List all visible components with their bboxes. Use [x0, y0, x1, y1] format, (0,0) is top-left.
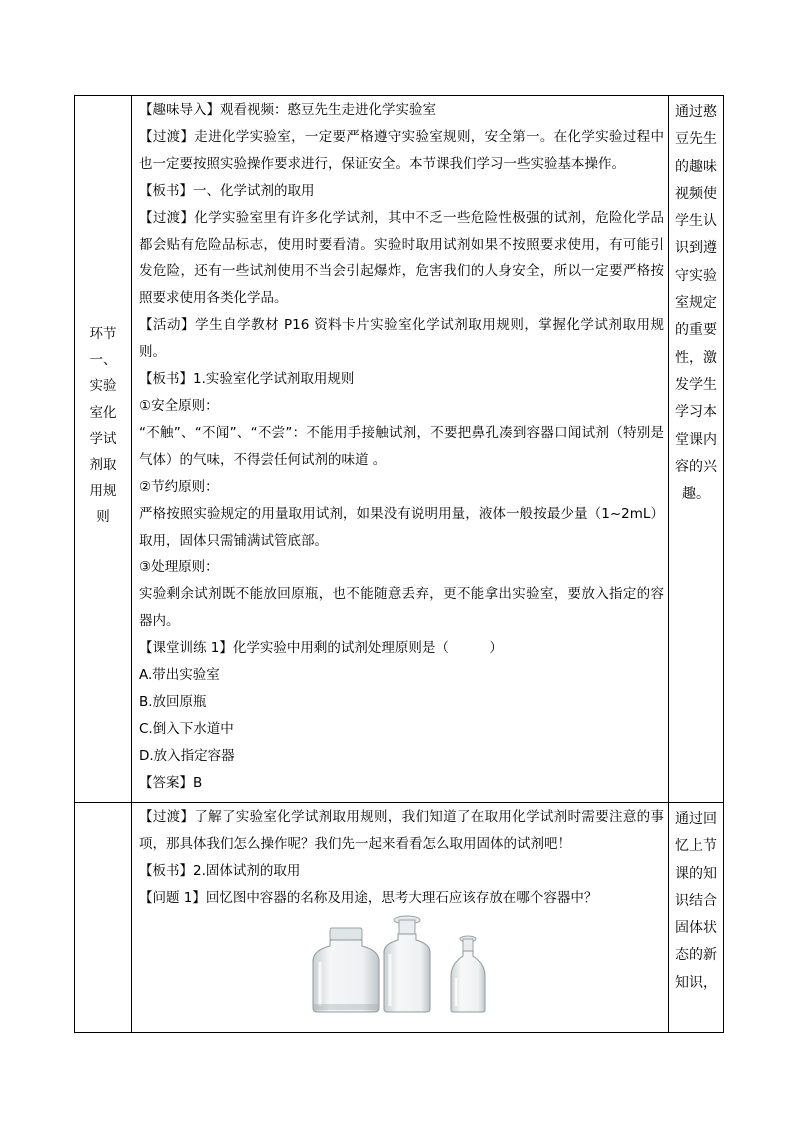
intent-line: 的重要 — [675, 322, 717, 339]
intent-line: 视频使 — [675, 185, 717, 202]
design-intent-cell — [669, 803, 724, 1033]
intent-line: 豆先生 — [675, 131, 717, 148]
intent-line: 学习本 — [675, 404, 717, 421]
intent-line: 容的兴 — [675, 458, 717, 475]
paragraph: ②节约原则： — [139, 478, 219, 495]
intent-line: 性，激 — [675, 349, 717, 366]
design-intent-cell — [669, 96, 724, 803]
paragraph: 【板书】一、化学试剂的取用 — [139, 182, 315, 199]
paragraph: 【趣味导入】观看视频：憨豆先生走进化学实验室 — [139, 102, 436, 118]
intent-line: 守实验 — [675, 267, 717, 284]
stage-line: 剂取 — [89, 457, 117, 474]
intent-line: 堂课内 — [675, 431, 717, 448]
stage-line: 一、 — [89, 352, 117, 369]
paragraph: B.放回原瓶 — [139, 693, 207, 710]
intent-line: 通过憨 — [675, 104, 717, 120]
paragraph: 【问题 1】回忆图中容器的名称及用途，思考大理石应该存放在哪个容器中？ — [139, 889, 598, 906]
intent-line: 学生认 — [675, 213, 717, 230]
teaching-content-cell — [132, 803, 669, 1033]
stage-title — [75, 96, 131, 531]
stage-cell — [75, 96, 132, 803]
table-row — [75, 803, 724, 1033]
stage-line: 实验 — [89, 378, 117, 395]
intent-line: 室规定 — [675, 295, 717, 312]
paragraph: 实验剩余试剂既不能放回原瓶，也不能随意丢弃，更不能拿出实验室，要放入指定的容器内。 — [139, 586, 664, 630]
wide-mouth-bottle-icon — [310, 926, 382, 1014]
paragraph: ①安全原则： — [139, 397, 219, 414]
paragraph: ③处理原则： — [139, 559, 219, 576]
paragraph: 【板书】2.固体试剂的取用 — [139, 862, 301, 879]
stage-line: 则 — [96, 509, 110, 526]
intent-line: 识到遵 — [675, 240, 717, 257]
intent-line: 知识， — [675, 974, 717, 991]
intent-line: 忆上节 — [675, 838, 717, 855]
intent-line: 课的知 — [675, 865, 717, 882]
paragraph: 【活动】学生自学教材 P16 资料卡片实验室化学试剂取用规则，掌握化学试剂取用规则。 — [139, 317, 664, 361]
paragraph: 【过渡】走进化学实验室，一定要严格遵守实验室规则，安全第一。在化学实验过程中也一定要按照实验操作要求进行，保证安全。本节课我们学习一些实验基本操作。 — [139, 128, 664, 172]
intent-line: 的趣味 — [675, 158, 717, 175]
paragraph: 严格按照实验规定的用量取用试剂，如果没有说明用量，液体一般按最少量（1~2mL）取用，固体只需铺满试管底部。 — [139, 505, 664, 549]
lesson-plan-table — [74, 95, 724, 1033]
teaching-content — [132, 96, 668, 797]
stage-line: 用规 — [89, 483, 117, 500]
intent-line: 发学生 — [675, 376, 717, 393]
teaching-content — [132, 803, 668, 912]
stage-line: 学试 — [89, 430, 117, 447]
stage-line: 室化 — [89, 404, 117, 421]
paragraph: 【答案】B — [139, 774, 203, 791]
paragraph: 【过渡】了解了实验室化学试剂取用规则，我们知道了在取用化学试剂时需要注意的事项，那具体我们怎么操作呢？我们先一起来看看怎么取用固体的试剂吧！ — [139, 809, 664, 852]
paragraph: C.倒入下水道中 — [139, 720, 234, 737]
intent-line: 态的新 — [675, 947, 717, 964]
narrow-mouth-bottle-icon — [448, 934, 488, 1014]
teaching-content-cell — [132, 96, 669, 803]
reagent-bottles-figure — [132, 912, 668, 1032]
design-intent — [669, 96, 723, 508]
stoppered-bottle-icon — [380, 914, 434, 1014]
table-row — [75, 96, 724, 803]
paragraph: A.带出实验室 — [139, 667, 220, 684]
intent-line: 趣。 — [682, 486, 710, 503]
intent-line: 固体状 — [675, 920, 717, 937]
intent-line: 识结合 — [675, 892, 717, 909]
paragraph: 【板书】1.实验室化学试剂取用规则 — [139, 371, 355, 388]
stage-line: 环节 — [89, 326, 117, 342]
paragraph: D.放入指定容器 — [139, 747, 235, 764]
paragraph: 【课堂训练 1】化学实验中用剩的试剂处理原则是（ ） — [139, 640, 503, 657]
stage-cell — [75, 803, 132, 1033]
paragraph: 【过渡】化学实验室里有许多化学试剂，其中不乏一些危险性极强的试剂，危险化学品都会贴有危险品标志，使用时要看清。实验时取用试剂如果不按照要求使用，有可能引发危险，还有一些试剂使用不当会引起爆炸，危害我们的人身安全，所以一定要严格按照要求使用各类化学品。 — [139, 209, 664, 307]
design-intent — [669, 803, 723, 997]
intent-line: 通过回 — [675, 811, 717, 827]
paragraph: “不触”、“不闻”、“不尝”：不能用手接触试剂，不要把鼻孔凑到容器口闻试剂（特别是气体）的气味，不得尝任何试剂的味道 。 — [139, 424, 664, 468]
